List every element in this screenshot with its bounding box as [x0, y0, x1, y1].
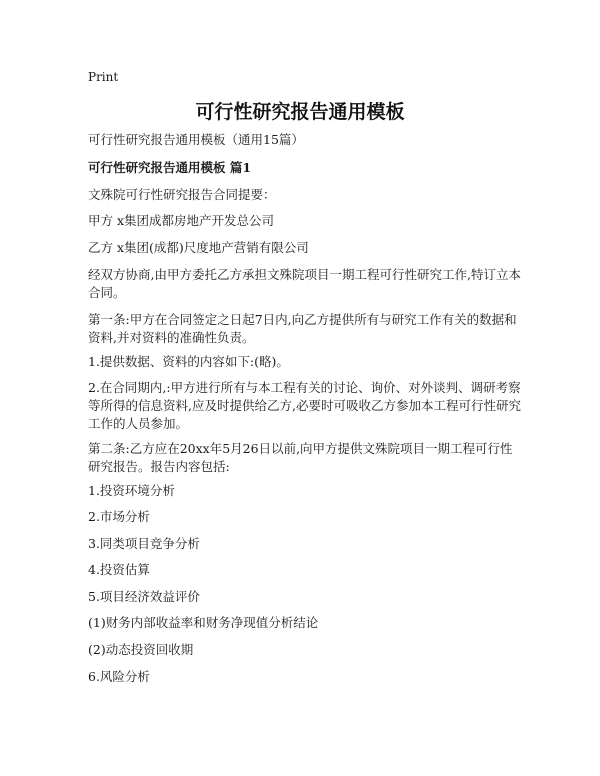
paragraph-article-2: 第二条:乙方应在20xx年5月26日以前,向甲方提供文殊院项目一期工程可行性研究报告。报告内容包括:: [88, 441, 513, 474]
paragraph-item-1: 1.提供数据、资料的内容如下:(略)。: [88, 354, 289, 369]
list-item-payback-period: (2)动态投资回收期: [88, 642, 194, 657]
paragraph-contract-summary: 文殊院可行性研究报告合同提要：: [88, 187, 276, 202]
list-item-investment-environment: 1.投资环境分析: [88, 483, 175, 498]
paragraph-intro: 经双方协商,由甲方委托乙方承担文殊院项目一期工程可行性研究工作,特订立本合同。: [88, 267, 521, 300]
document-subtitle: 可行性研究报告通用模板（通用15篇）: [88, 132, 304, 147]
paragraph-party-a: 甲方 x集团成都房地产开发总公司: [88, 213, 275, 228]
paragraph-party-b: 乙方 x集团(成都)尺度地产营销有限公司: [88, 240, 309, 255]
list-item-risk-analysis: 6.风险分析: [88, 669, 150, 684]
list-item-economic-evaluation: 5.项目经济效益评价: [88, 589, 200, 604]
paragraph-item-2: 2.在合同期内,:甲方进行所有与本工程有关的讨论、询价、对外谈判、调研考察等所得的信息资料,应及时提供给乙方,必要时可吸收乙方参加本工程可行性研究工作的人员参加。: [88, 380, 521, 431]
section-heading: 可行性研究报告通用模板 篇1: [88, 160, 252, 175]
paragraph-article-1: 第一条:甲方在合同签定之日起7日内,向乙方提供所有与研究工作有关的数据和资料,并对资料的准确性负责。: [88, 312, 517, 345]
list-item-irr-npv: (1)财务内部收益率和财务净现值分析结论: [88, 615, 319, 630]
list-item-competition-analysis: 3.同类项目竞争分析: [88, 536, 200, 551]
print-link[interactable]: Print: [88, 70, 119, 84]
list-item-market-analysis: 2.市场分析: [88, 509, 150, 524]
document-title: 可行性研究报告通用模板: [195, 101, 405, 123]
list-item-investment-estimate: 4.投资估算: [88, 562, 150, 577]
